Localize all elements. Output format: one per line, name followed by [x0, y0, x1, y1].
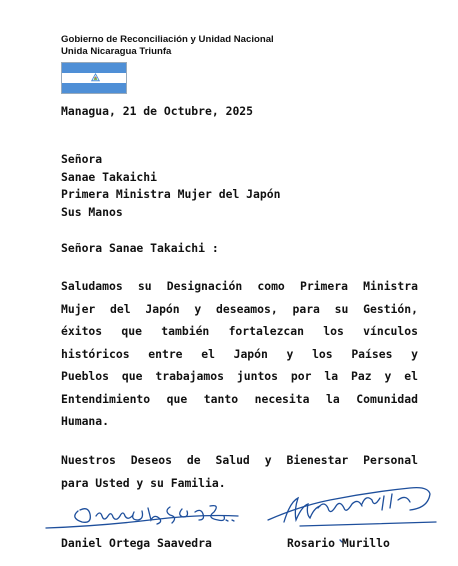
recipient-position: Primera Ministra Mujer del Japón	[61, 187, 281, 201]
body-line: Pueblos que trabajamos juntos por la Paz y el	[61, 369, 418, 383]
signatory-left-name: Daniel Ortega Saavedra	[61, 536, 212, 550]
closing-wishes	[61, 449, 418, 494]
letterhead	[61, 34, 274, 58]
letterhead-motto: Unida Nicaragua Triunfa	[61, 46, 172, 57]
body-line: Mujer del Japón y deseamos, para su Gestión,	[61, 301, 418, 316]
signatory-right-name: Rosario Murillo	[287, 536, 390, 550]
nicaragua-flag	[61, 62, 127, 94]
flag-bottom-stripe	[62, 83, 126, 93]
body-line: Humana.	[61, 414, 110, 428]
body-line: éxitos que también fortalezcan los vínculos	[61, 324, 418, 338]
body-line: Entendimiento que tanto necesita la Comunidad	[61, 391, 418, 406]
recipient-title: Señora	[61, 152, 103, 166]
letterhead-government: Gobierno de Reconciliación y Unidad Nacional	[61, 34, 274, 45]
closing-line: Nuestros Deseos de Salud y Bienestar Personal	[61, 453, 418, 467]
letter-date: Managua, 21 de Octubre, 2025	[61, 104, 254, 118]
salutation: Señora Sanae Takaichi :	[61, 241, 219, 255]
coat-of-arms-icon	[91, 73, 100, 82]
recipient-name: Sanae Takaichi	[61, 169, 158, 184]
signature-left	[46, 506, 238, 528]
body-line: históricos entre el Japón y los Países y	[61, 346, 418, 361]
recipient-block	[61, 151, 280, 221]
body-line: Saludamos su Designación como Primera Ministra	[61, 279, 418, 293]
letter-body	[61, 275, 418, 433]
signature-right	[268, 488, 436, 542]
recipient-delivery: Sus Manos	[61, 204, 123, 219]
flag-top-stripe	[62, 63, 126, 73]
closing-line: para Usted y su Familia.	[61, 475, 226, 490]
